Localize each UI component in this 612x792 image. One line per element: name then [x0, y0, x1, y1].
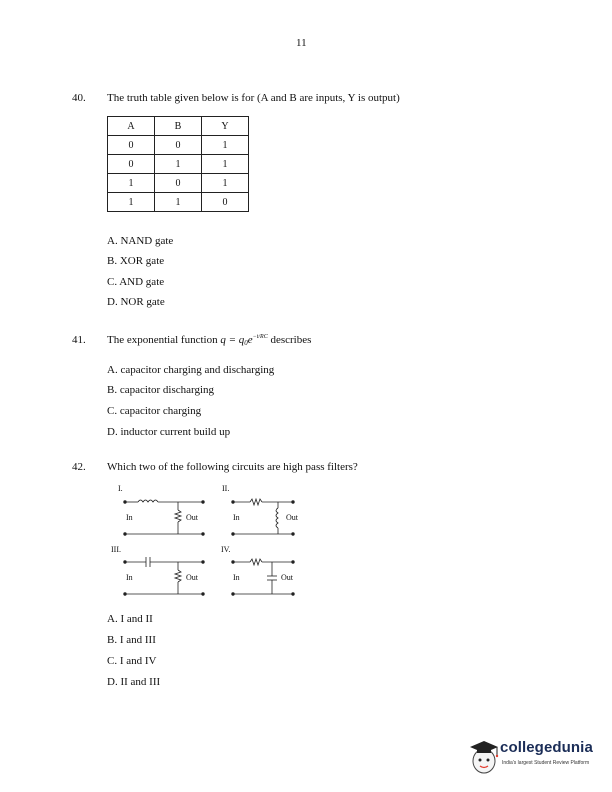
circuit-2	[232, 499, 295, 535]
q41-text-before: The exponential function	[107, 334, 221, 346]
formula-e: e	[247, 334, 253, 346]
table-row	[108, 174, 249, 193]
collegedunia-logo	[468, 737, 608, 777]
table-cell: 1	[202, 155, 249, 174]
header-y: Y	[202, 117, 249, 136]
q40-option-c: C. AND gate	[107, 276, 165, 288]
q41-option-a: A. capacitor charging and discharging	[107, 364, 275, 376]
circuit-1-in: In	[126, 513, 133, 522]
question-40-number: 40.	[72, 92, 86, 104]
graduation-cap-icon	[468, 737, 500, 775]
table-row	[108, 193, 249, 212]
table-cell: 1	[202, 174, 249, 193]
circuit-2-in: In	[233, 513, 240, 522]
truth-table-header	[108, 117, 249, 136]
question-42-text: Which two of the following circuits are high pass filters?	[107, 461, 358, 473]
table-cell: 0	[202, 193, 249, 212]
truth-table	[107, 116, 249, 212]
table-cell: 1	[155, 155, 202, 174]
table-cell: 1	[108, 174, 155, 193]
question-42-number: 42.	[72, 461, 86, 473]
logo-tagline: India's largest Student Review Platform	[502, 760, 590, 766]
header-a: A	[108, 117, 155, 136]
q40-option-a: A. NAND gate	[107, 235, 174, 247]
logo-name: collegedunia	[500, 739, 593, 756]
circuit-2-out: Out	[286, 513, 298, 522]
q42-option-b: B. I and III	[107, 634, 156, 646]
formula-sup: −t/RC	[252, 334, 268, 340]
q41-text-after: describes	[267, 334, 312, 346]
circuit-diagrams	[100, 482, 310, 607]
table-cell: 1	[202, 136, 249, 155]
circuit-2-label: II.	[222, 484, 230, 493]
table-cell: 0	[108, 155, 155, 174]
question-40-text: The truth table given below is for (A and B are inputs, Y is output)	[107, 92, 400, 104]
circuit-3-label: III.	[111, 545, 121, 554]
table-cell: 0	[155, 136, 202, 155]
question-41-number: 41.	[72, 334, 86, 346]
circuit-4-out: Out	[281, 573, 293, 582]
q41-formula	[220, 334, 267, 346]
circuit-1-label: I.	[118, 484, 123, 493]
page-number: 11	[296, 37, 307, 49]
q42-option-a: A. I and II	[107, 613, 153, 625]
q42-option-d: D. II and III	[107, 676, 161, 688]
q40-option-d: D. NOR gate	[107, 296, 165, 308]
table-cell: 1	[155, 193, 202, 212]
q41-option-b: B. capacitor discharging	[107, 384, 215, 396]
q41-option-c: C. capacitor charging	[107, 405, 202, 417]
table-cell: 0	[155, 174, 202, 193]
circuit-4-in: In	[233, 573, 240, 582]
formula-lhs: q = q	[220, 334, 245, 346]
circuit-1-out: Out	[186, 513, 198, 522]
table-cell: 0	[108, 136, 155, 155]
q42-option-c: C. I and IV	[107, 655, 157, 667]
header-b: B	[155, 117, 202, 136]
table-row	[108, 136, 249, 155]
formula-sub: 0	[244, 339, 248, 347]
circuit-4-label: IV.	[221, 545, 231, 554]
table-cell: 1	[108, 193, 155, 212]
q40-option-b: B. XOR gate	[107, 255, 165, 267]
circuit-3-out: Out	[186, 573, 198, 582]
table-row	[108, 155, 249, 174]
question-41-text	[107, 334, 311, 347]
circuit-3-in: In	[126, 573, 133, 582]
q41-option-d: D. inductor current build up	[107, 426, 231, 438]
